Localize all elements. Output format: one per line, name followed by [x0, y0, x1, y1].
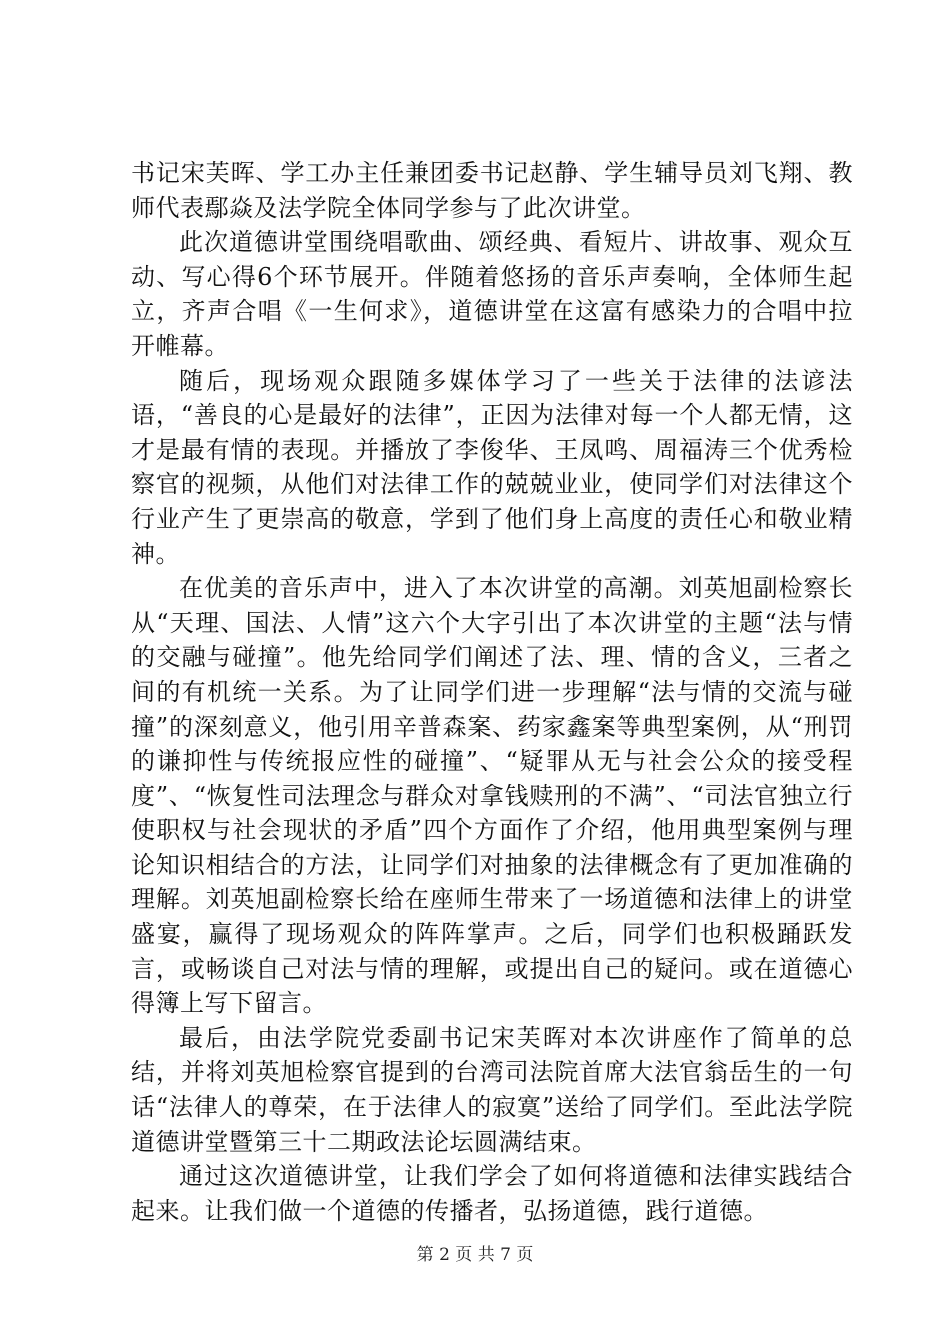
- paragraph-conclusion: 通过这次道德讲堂，让我们学会了如何将道德和法律实践结合起来。让我们做一个道德的传播者，弘扬道德，践行道德。: [131, 1162, 853, 1225]
- paragraph-closing-summary: 最后，由法学院党委副书记宋芙晖对本次讲座作了简单的总结，并将刘英旭检察官提到的台湾司法院首席大法官翁岳生的一句话“法律人的尊荣，在于法律人的寂寞”送给了同学们。至此法学院道德讲堂暨第三十二期政法论坛圆满结束。: [131, 1023, 853, 1156]
- paragraph-lecture-climax: 在优美的音乐声中，进入了本次讲堂的高潮。刘英旭副检察长从“天理、国法、人情”这六个大字引出了本次讲堂的主题“法与情的交融与碰撞”。他先给同学们阐述了法、理、情的含义，三者之间的有机统一关系。为了让同学们进一步理解“法与情的交流与碰撞”的深刻意义，他引用辛普森案、药家鑫案等典型案例，从“刑罚的谦抑性与传统报应性的碰撞”、“疑罪从无与社会公众的接受程度”、“恢复性司法理念与群众对拿钱赎刑的不满”、“司法官独立行使职权与社会现状的矛盾”四个方面作了介绍，他用典型案例与理论知识相结合的方法，让同学们对抽象的法律概念有了更加准确的理解。刘英旭副检察长给在座师生带来了一场道德和法律上的讲堂盛宴，赢得了现场观众的阵阵掌声。之后，同学们也积极踊跃发言，或畅谈自己对法与情的理解，或提出自己的疑问。或在道德心得簿上写下留言。: [131, 574, 853, 1018]
- paragraph-multimedia-learning: 随后，现场观众跟随多媒体学习了一些关于法律的法谚法语，“善良的心是最好的法律”，正因为法律对每一个人都无情，这才是最有情的表现。并播放了李俊华、王凤鸣、周福涛三个优秀检察官的视频，从他们对法律工作的兢兢业业，使同学们对法律这个行业产生了更崇高的敬意，学到了他们身上高度的责任心和敬业精神。: [131, 366, 853, 568]
- paragraph-event-format: 此次道德讲堂围绕唱歌曲、颂经典、看短片、讲故事、观众互动、写心得6个环节展开。伴随着悠扬的音乐声奏响，全体师生起立，齐声合唱《一生何求》，道德讲堂在这富有感染力的合唱中拉开帷幕。: [131, 228, 853, 360]
- paragraph-continuation: 书记宋芙晖、学工办主任兼团委书记赵静、学生辅导员刘飞翔、教师代表鄢焱及法学院全体同学参与了此次讲堂。: [131, 159, 853, 222]
- page-number-footer: 第 2 页 共 7 页: [416, 1245, 534, 1265]
- document-body: [131, 156, 853, 1228]
